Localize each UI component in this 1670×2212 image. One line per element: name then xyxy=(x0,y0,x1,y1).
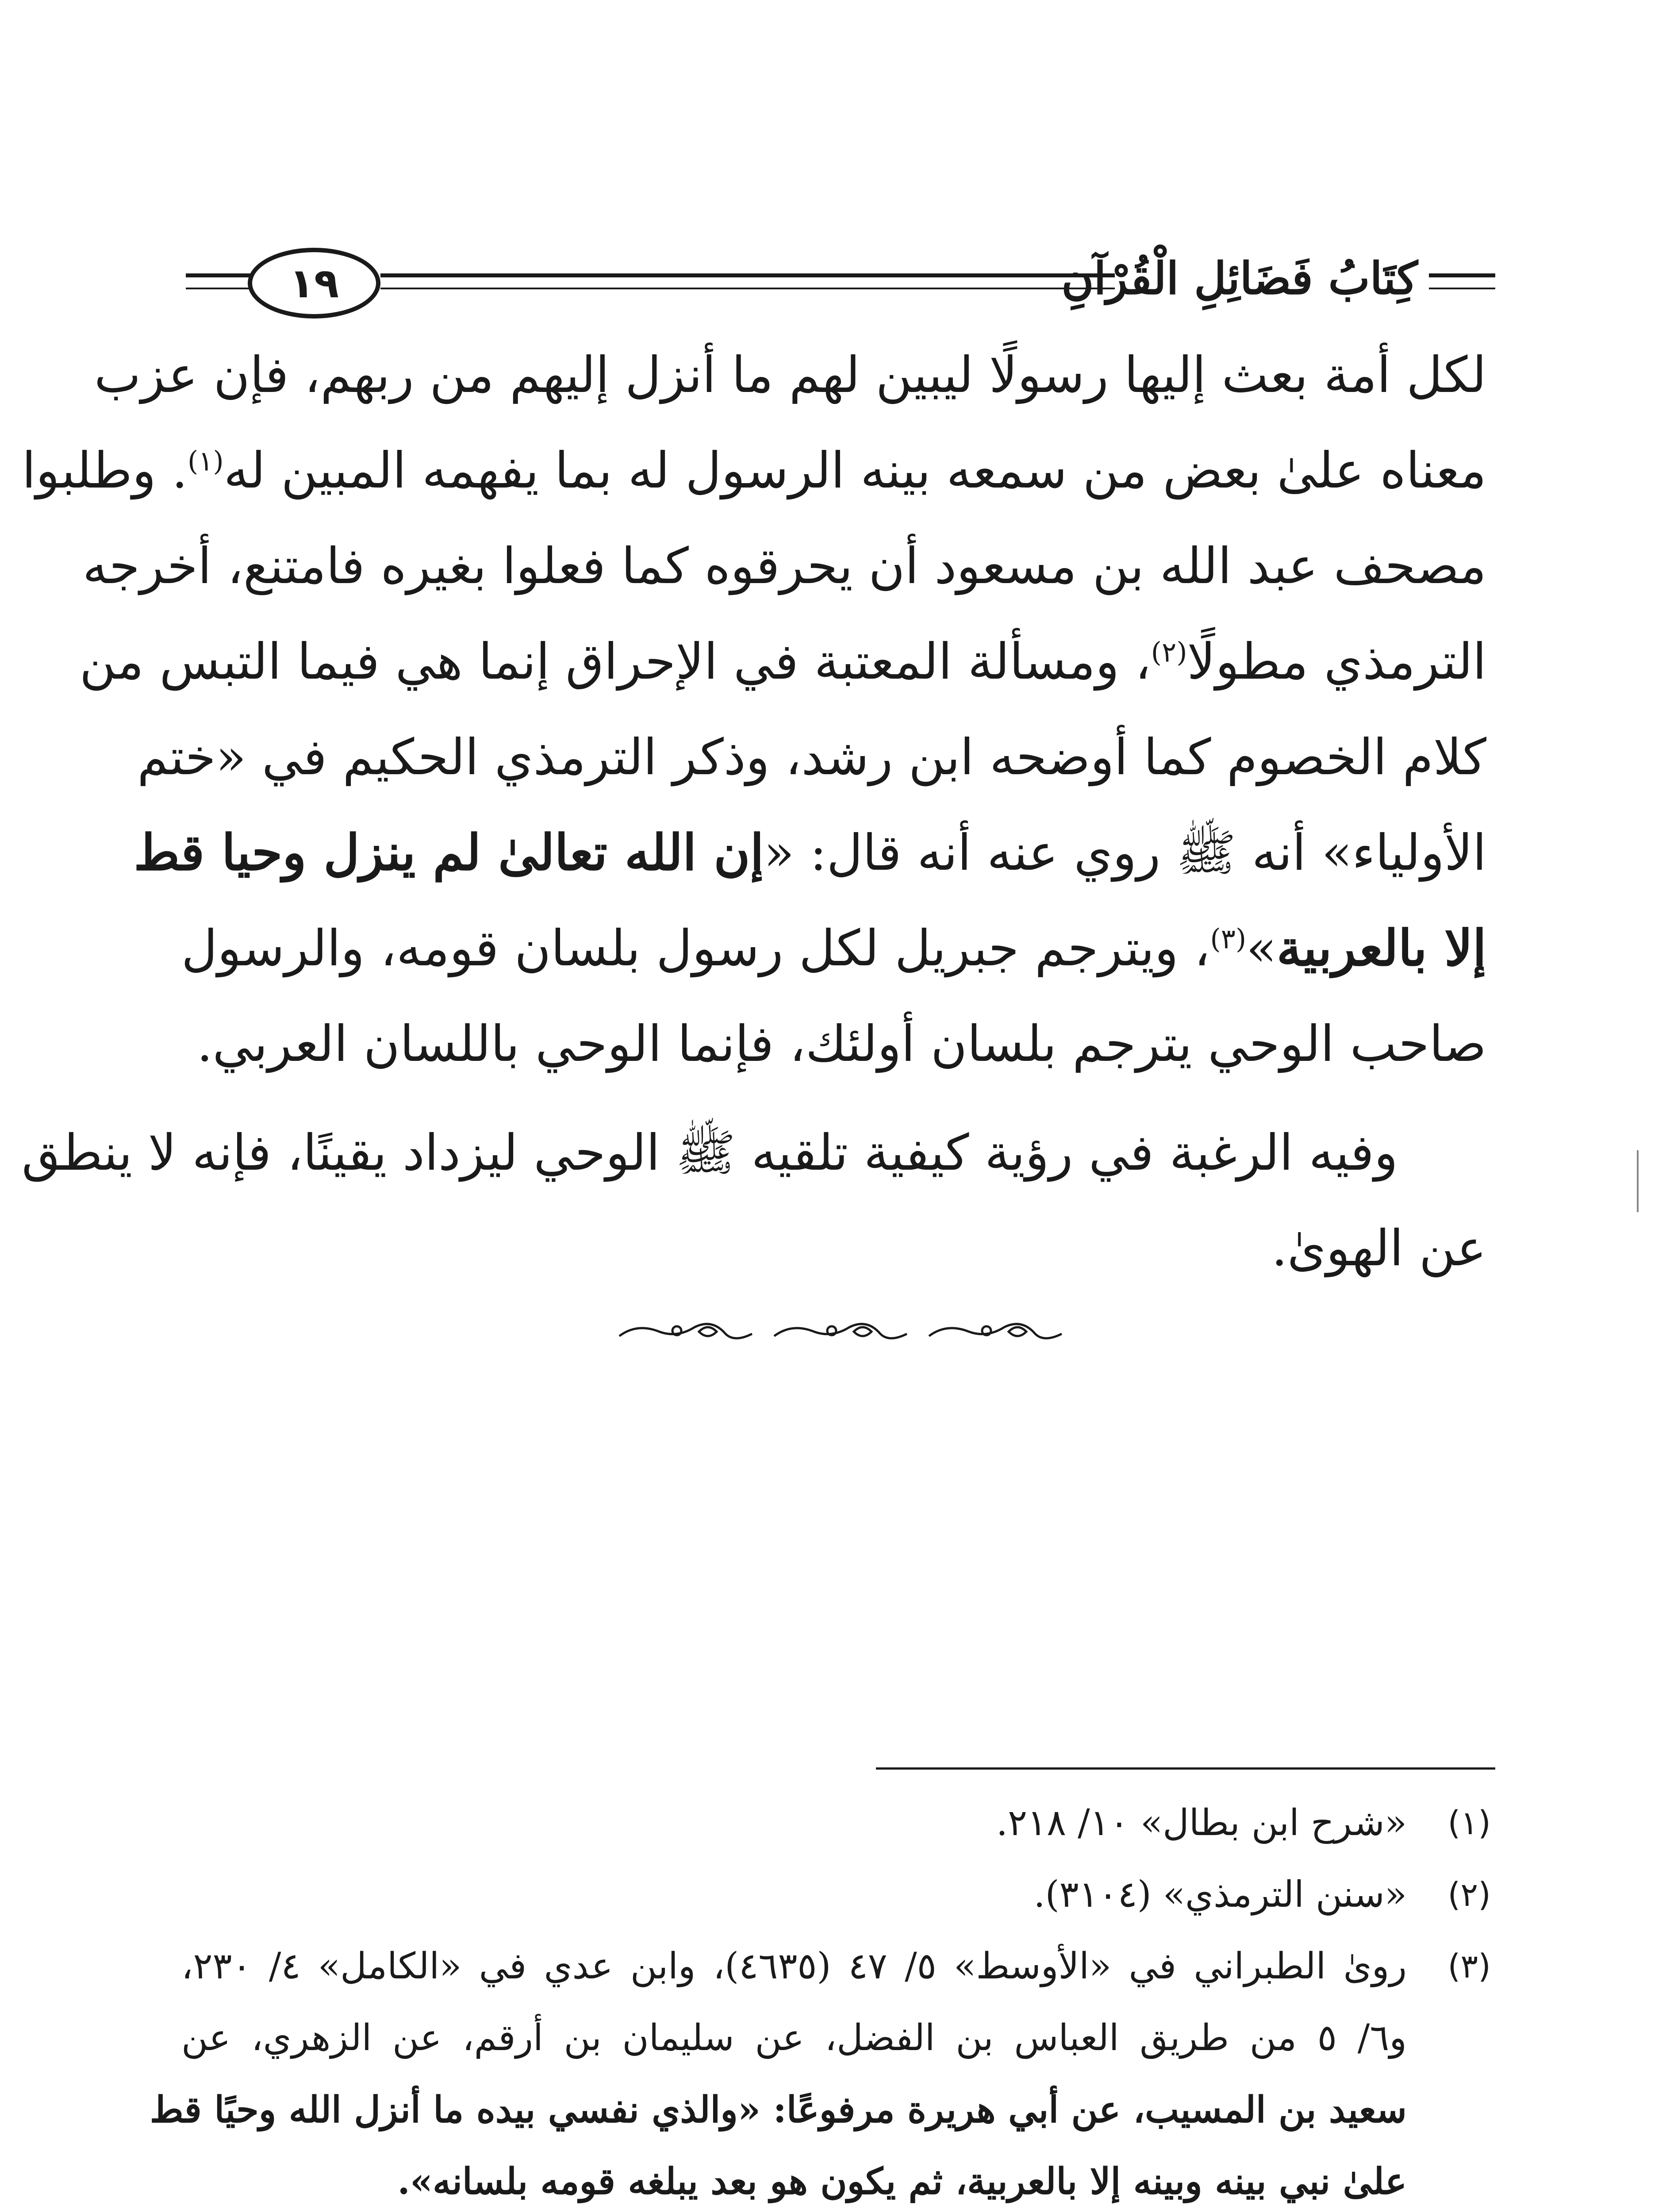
text-span: . وطلبوا xyxy=(22,442,188,499)
footnote-line: «سنن الترمذي» (٣١٠٤). xyxy=(1033,1874,1407,1916)
text-span: ، ويترجم جبريل لكل رسول بلسان قومه، والرسول xyxy=(181,920,1210,977)
text-line xyxy=(79,614,1486,710)
text-line xyxy=(22,423,1486,518)
text-span: الترمذي مطولًا xyxy=(1187,633,1486,691)
text-span: معناه علىٰ بعض من سمعه بينه الرسول له بما يفهمه المبين له xyxy=(223,442,1486,499)
page-number: ١٩ xyxy=(289,259,339,307)
footnote-line: سعيد بن المسيب، عن أبي هريرة مرفوعًا: «والذي نفسي بيده ما أنزل الله وحيًا قط xyxy=(150,2089,1407,2131)
text-line xyxy=(181,901,1486,996)
paragraph-2 xyxy=(21,1105,1486,1296)
text-line xyxy=(134,805,1486,901)
header-rule-middle-top xyxy=(380,273,1115,277)
text-line: مصحف عبد الله بن مسعود أن يحرقوه كما فعلوا بغيره فامتنع، أخرجه xyxy=(82,538,1486,595)
header-rule-right-bottom xyxy=(1429,288,1495,289)
footnote-mark: (٢) xyxy=(1447,1876,1491,1914)
text-line: عن الهوىٰ. xyxy=(1271,1220,1486,1277)
footnote-mark: (١) xyxy=(1447,1804,1491,1842)
text-span: الأولياء» أنه ﷺ روي عنه أنه قال: « xyxy=(764,824,1486,882)
text-line: وفيه الرغبة في رؤية كيفية تلقيه ﷺ الوحي ليزداد يقينًا، فإنه لا ينطق xyxy=(21,1124,1398,1182)
footnote-separator xyxy=(876,1767,1495,1770)
text-span: » xyxy=(1246,920,1277,977)
footnote-line: «شرح ابن بطال» ١٠/ ٢١٨. xyxy=(996,1802,1407,1844)
footnote-line: علىٰ نبي بينه وبينه إلا بالعربية، ثم يكون هو بعد يبلغه قومه بلسانه». xyxy=(397,2160,1407,2203)
footnote-2 xyxy=(181,1859,1491,1931)
footnote-line: روىٰ الطبراني في «الأوسط» ٥/ ٤٧ (٤٦٣٥)، وابن عدي في «الكامل» ٤/ ٢٣٠، xyxy=(181,1945,1407,1987)
book-title: كِتَابُ فَضَائِلِ الْقُرْآنِ xyxy=(1061,252,1418,304)
footnote-1 xyxy=(181,1787,1491,1859)
footnotes xyxy=(150,1787,1491,2212)
text-span: ، ومسألة المعتبة في الإحراق إنما هي فيما التبس من xyxy=(79,633,1151,691)
footnote-3 xyxy=(150,1931,1491,2212)
page-number-oval xyxy=(248,248,380,319)
text-line: كلام الخصوم كما أوضحه ابن رشد، وذكر الترمذي الحكيم في «ختم xyxy=(137,729,1486,786)
header-rule-right-top xyxy=(1429,273,1495,277)
header-rule-middle-bottom xyxy=(380,288,1115,289)
main-text xyxy=(21,327,1487,1296)
running-header xyxy=(186,248,1495,319)
footnote-ref-3: (٣) xyxy=(1210,922,1247,955)
paragraph-1 xyxy=(22,327,1487,1092)
footnote-ref-1: (١) xyxy=(188,445,224,477)
footnote-ref-2: (٢) xyxy=(1151,636,1187,668)
hadith-quote: إلا بالعربية xyxy=(1276,919,1487,977)
footnote-mark: (٣) xyxy=(1447,1947,1491,1985)
scan-edge-mark xyxy=(1637,1150,1639,1212)
footnote-line: و٦/ ٥ من طريق العباس بن الفضل، عن سليمان بن أرقم، عن الزهري، عن xyxy=(181,2017,1407,2059)
section-ornament-icon xyxy=(610,1314,1071,1349)
text-line: لكل أمة بعث إليها رسولًا ليبين لهم ما أنزل إليهم من ربهم، فإن عزب xyxy=(94,346,1486,404)
text-line: صاحب الوحي يترجم بلسان أولئك، فإنما الوحي باللسان العربي. xyxy=(196,1015,1486,1073)
hadith-quote: إن الله تعالىٰ لم ينزل وحيا قط xyxy=(134,824,764,882)
